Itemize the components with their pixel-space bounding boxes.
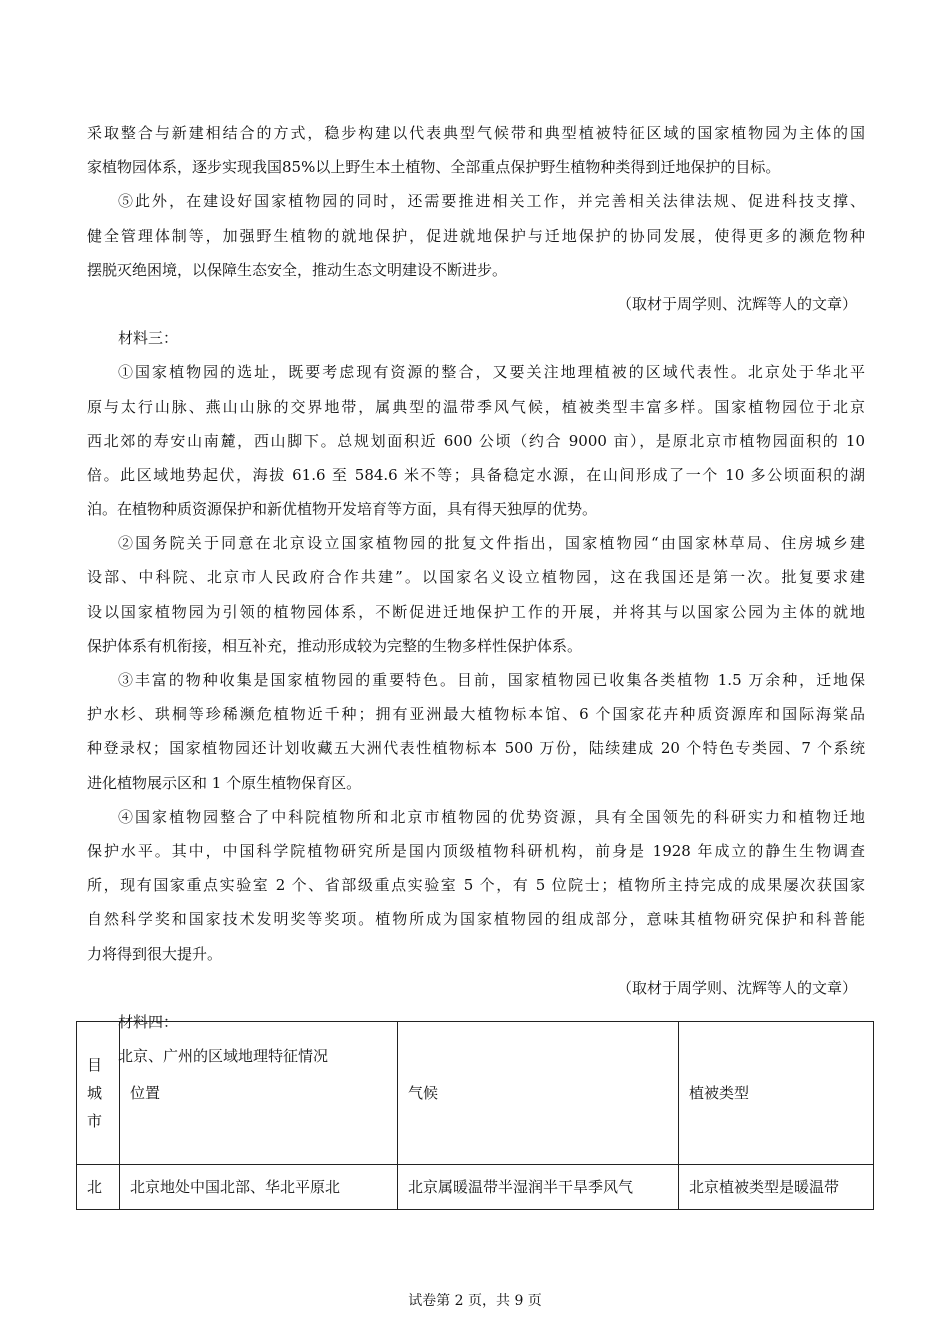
text-line: 健全管理体制等，加强野生植物的就地保护，促进就地保护与迁地保护的协同发展，使得更多的濒危物种 bbox=[87, 226, 865, 245]
header-climate: 气候 bbox=[398, 1022, 679, 1165]
table-title: 北京、广州的区域地理特征情况 bbox=[118, 1047, 329, 1066]
material-3-paragraph-2 bbox=[87, 526, 865, 663]
text-line: 泊。在植物种质资源保护和新优植物开发培育等方面，具有得天独厚的优势。 bbox=[87, 500, 598, 519]
cell-city: 北 bbox=[77, 1165, 120, 1210]
material-3-paragraph-3 bbox=[87, 663, 865, 800]
text-line: 所，现有国家重点实验室 2 个、省部级重点实验室 5 个，有 5 位院士；植物所主持完成的成果屡次获国家 bbox=[87, 876, 865, 895]
document-body bbox=[87, 116, 865, 1073]
region-feature-table bbox=[76, 1021, 874, 1210]
text-line: 保护水平。其中，中国科学院植物研究所是国内顶级植物科研机构，前身是 1928 年成立的静生生物调查 bbox=[87, 841, 865, 860]
text-line: ②国务院关于同意在北京设立国家植物园的批复文件指出，国家植物园“由国家林草局、住房城乡建 bbox=[118, 534, 865, 553]
cell-vegetation: 北京植被类型是暖温带 bbox=[679, 1165, 874, 1210]
paragraph-continued bbox=[87, 116, 865, 184]
text-line: 设以国家植物园为引领的植物园体系，不断促进迁地保护工作的开展，并将其与以国家公园为主体的就地 bbox=[87, 602, 865, 621]
text-line: ①国家植物园的选址，既要考虑现有资源的整合，又要关注地理植被的区域代表性。北京处于华北平 bbox=[118, 363, 865, 382]
text-line: 力将得到很大提升。 bbox=[87, 944, 223, 963]
text-line: 倍。此区域地势起伏，海拔 61.6 至 584.6 米不等；具备稳定水源，在山间形成了一个 10 多公顷面积的湖 bbox=[87, 465, 865, 484]
text-line: 原与太行山脉、燕山山脉的交界地带，属典型的温带季风气候，植被类型丰富多样。国家植物园位于北京 bbox=[87, 397, 865, 416]
paragraph-5 bbox=[87, 184, 865, 287]
text-line: 护水杉、珙桐等珍稀濒危植物近千种；拥有亚洲最大植物标本馆、6 个国家花卉种质资源库和国际海棠品 bbox=[87, 705, 865, 724]
text-line: 采取整合与新建相结合的方式，稳步构建以代表典型气候带和典型植被特征区域的国家植物园为主体的国 bbox=[87, 124, 865, 142]
material-4-heading: 材料四： bbox=[118, 1012, 179, 1031]
text-line: 家植物园体系，逐步实现我国85%以上野生本土植物、全部重点保护野生植物种类得到迁地保护的目标。 bbox=[87, 158, 781, 177]
text-line: ③丰富的物种收集是国家植物园的重要特色。目前，国家植物园已收集各类植物 1.5 万余种，迁地保 bbox=[118, 671, 865, 689]
text-line: ⑤此外，在建设好国家植物园的同时，还需要推进相关工作，并完善相关法律法规、促进科技支撑、 bbox=[118, 192, 865, 211]
text-line: 摆脱灭绝困境，以保障生态安全，推动生态文明建设不断进步。 bbox=[87, 260, 508, 279]
page-footer: 试卷第 2 页，共 9 页 bbox=[408, 1293, 542, 1309]
text-line: 进化植物展示区和 1 个原生植物保育区。 bbox=[87, 773, 362, 792]
cell-climate: 北京属暖温带半湿润半干旱季风气 bbox=[398, 1165, 679, 1210]
text-line: 种登录权；国家植物园还计划收藏五大洲代表性植物标本 500 万份，陆续建成 20 个特色专类园、7 个系统 bbox=[87, 739, 865, 758]
source-citation: （取材于周学则、沈辉等人的文章） bbox=[616, 294, 857, 313]
text-line: 西北郊的寿安山南麓，西山脚下。总规划面积近 600 公顷（约合 9000 亩），是原北京市植物园面积的 10 bbox=[87, 431, 865, 450]
header-vegetation: 植被类型 bbox=[679, 1022, 874, 1165]
text-line: 自然科学奖和国家技术发明奖等奖项。植物所成为国家植物园的组成部分，意味其植物研究保护和科普能 bbox=[87, 910, 865, 929]
header-location: 位置 bbox=[120, 1022, 398, 1165]
material-3-paragraph-1 bbox=[87, 355, 865, 526]
table-row bbox=[77, 1165, 874, 1210]
table-header-row bbox=[77, 1022, 874, 1165]
material-3-paragraph-4 bbox=[87, 800, 865, 971]
source-citation: （取材于周学则、沈辉等人的文章） bbox=[616, 978, 857, 997]
cell-location: 北京地处中国北部、华北平原北 bbox=[120, 1165, 398, 1210]
text-line: 设部、中科院、北京市人民政府合作共建”。以国家名义设立植物园，这在我国还是第一次。批复要求建 bbox=[87, 568, 865, 587]
text-line: 保护体系有机衔接，相互补充，推动形成较为完整的生物多样性保护体系。 bbox=[87, 636, 583, 655]
header-city: 目城市 bbox=[77, 1022, 120, 1165]
text-line: ④国家植物园整合了中科院植物所和北京市植物园的优势资源，具有全国领先的科研实力和植物迁地 bbox=[118, 807, 865, 826]
material-3-heading: 材料三： bbox=[118, 329, 179, 348]
